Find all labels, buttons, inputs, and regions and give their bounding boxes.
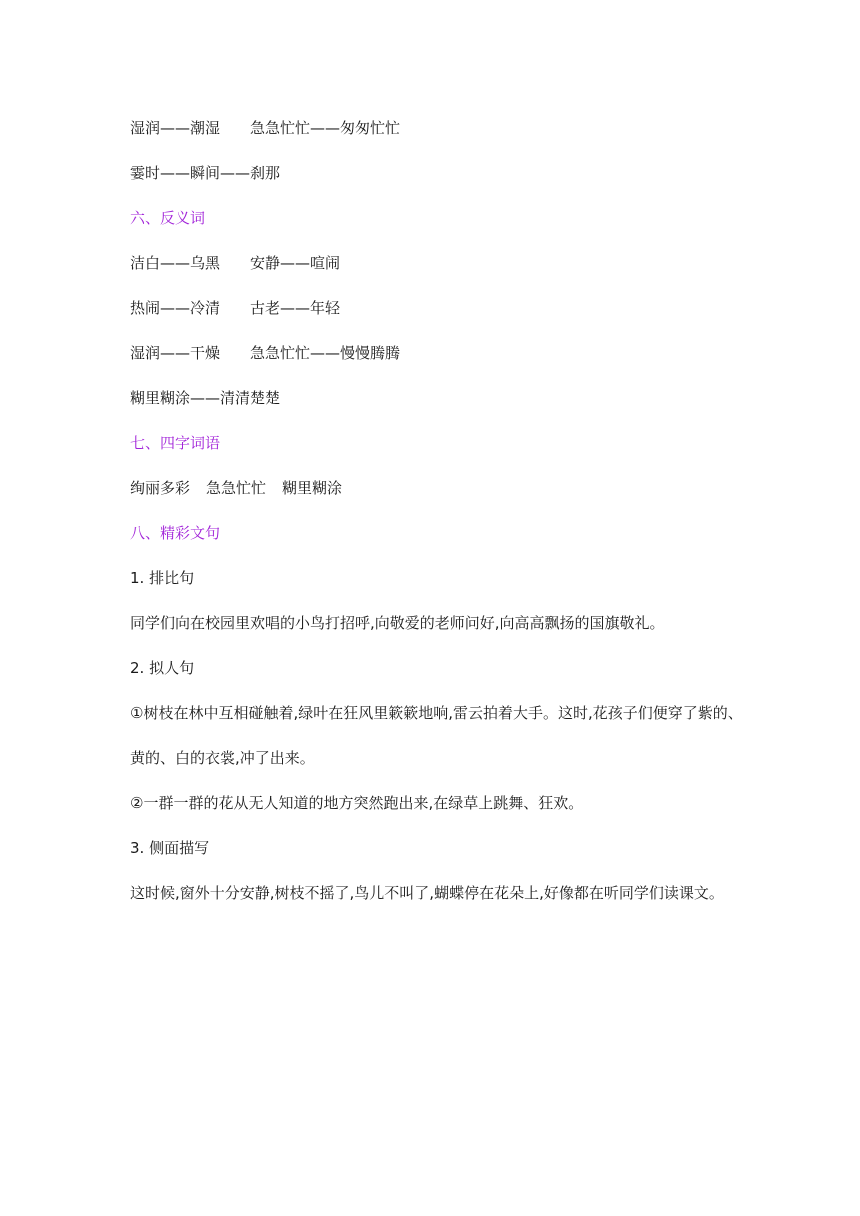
synonym-pair: 急急忙忙——匆匆忙忙 xyxy=(250,119,401,137)
antonym-pair: 急急忙忙——慢慢腾腾 xyxy=(250,344,401,362)
subsection-title-side-description: 3. 侧面描写 xyxy=(130,839,210,857)
antonym-pair: 安静——喧闹 xyxy=(250,254,341,272)
antonym-row-4 xyxy=(130,388,280,408)
antonym-pair: 古老——年轻 xyxy=(250,299,341,317)
section-heading-antonyms: 六、反义词 xyxy=(130,209,206,227)
four-char-word: 急急忙忙 xyxy=(206,479,267,497)
antonym-pair: 糊里糊涂——清清楚楚 xyxy=(130,389,281,407)
synonym-pair: 霎时——瞬间——刹那 xyxy=(130,164,281,182)
antonym-pair: 湿润——干燥 xyxy=(130,344,221,362)
synonym-row-1 xyxy=(130,118,400,138)
antonym-row-1 xyxy=(130,253,340,273)
four-char-word: 糊里糊涂 xyxy=(282,479,343,497)
sentence-personification-1a: ①树枝在林中互相碰触着,绿叶在狂风里簌簌地响,雷云拍着大手。这时,花孩子们便穿了紫的、 xyxy=(130,704,743,722)
subsection-title-personification: 2. 拟人句 xyxy=(130,659,195,677)
four-char-word: 绚丽多彩 xyxy=(130,479,191,497)
synonym-pair: 湿润——潮湿 xyxy=(130,119,221,137)
section-heading-sentences: 八、精彩文句 xyxy=(130,524,221,542)
antonym-row-3 xyxy=(130,343,400,363)
subsection-title-parallelism: 1. 排比句 xyxy=(130,569,195,587)
sentence-parallelism: 同学们向在校园里欢唱的小鸟打招呼,向敬爱的老师问好,向高高飘扬的国旗敬礼。 xyxy=(130,614,665,632)
four-char-row xyxy=(130,478,342,498)
section-heading-four-char: 七、四字词语 xyxy=(130,434,221,452)
sentence-side-description: 这时候,窗外十分安静,树枝不摇了,鸟儿不叫了,蝴蝶停在花朵上,好像都在听同学们读课文。 xyxy=(130,884,724,902)
sentence-personification-2: ②一群一群的花从无人知道的地方突然跑出来,在绿草上跳舞、狂欢。 xyxy=(130,794,584,812)
sentence-personification-1b: 黄的、白的衣裳,冲了出来。 xyxy=(130,749,315,767)
antonym-row-2 xyxy=(130,298,340,318)
synonym-row-2 xyxy=(130,163,280,183)
antonym-pair: 热闹——冷清 xyxy=(130,299,221,317)
antonym-pair: 洁白——乌黑 xyxy=(130,254,221,272)
